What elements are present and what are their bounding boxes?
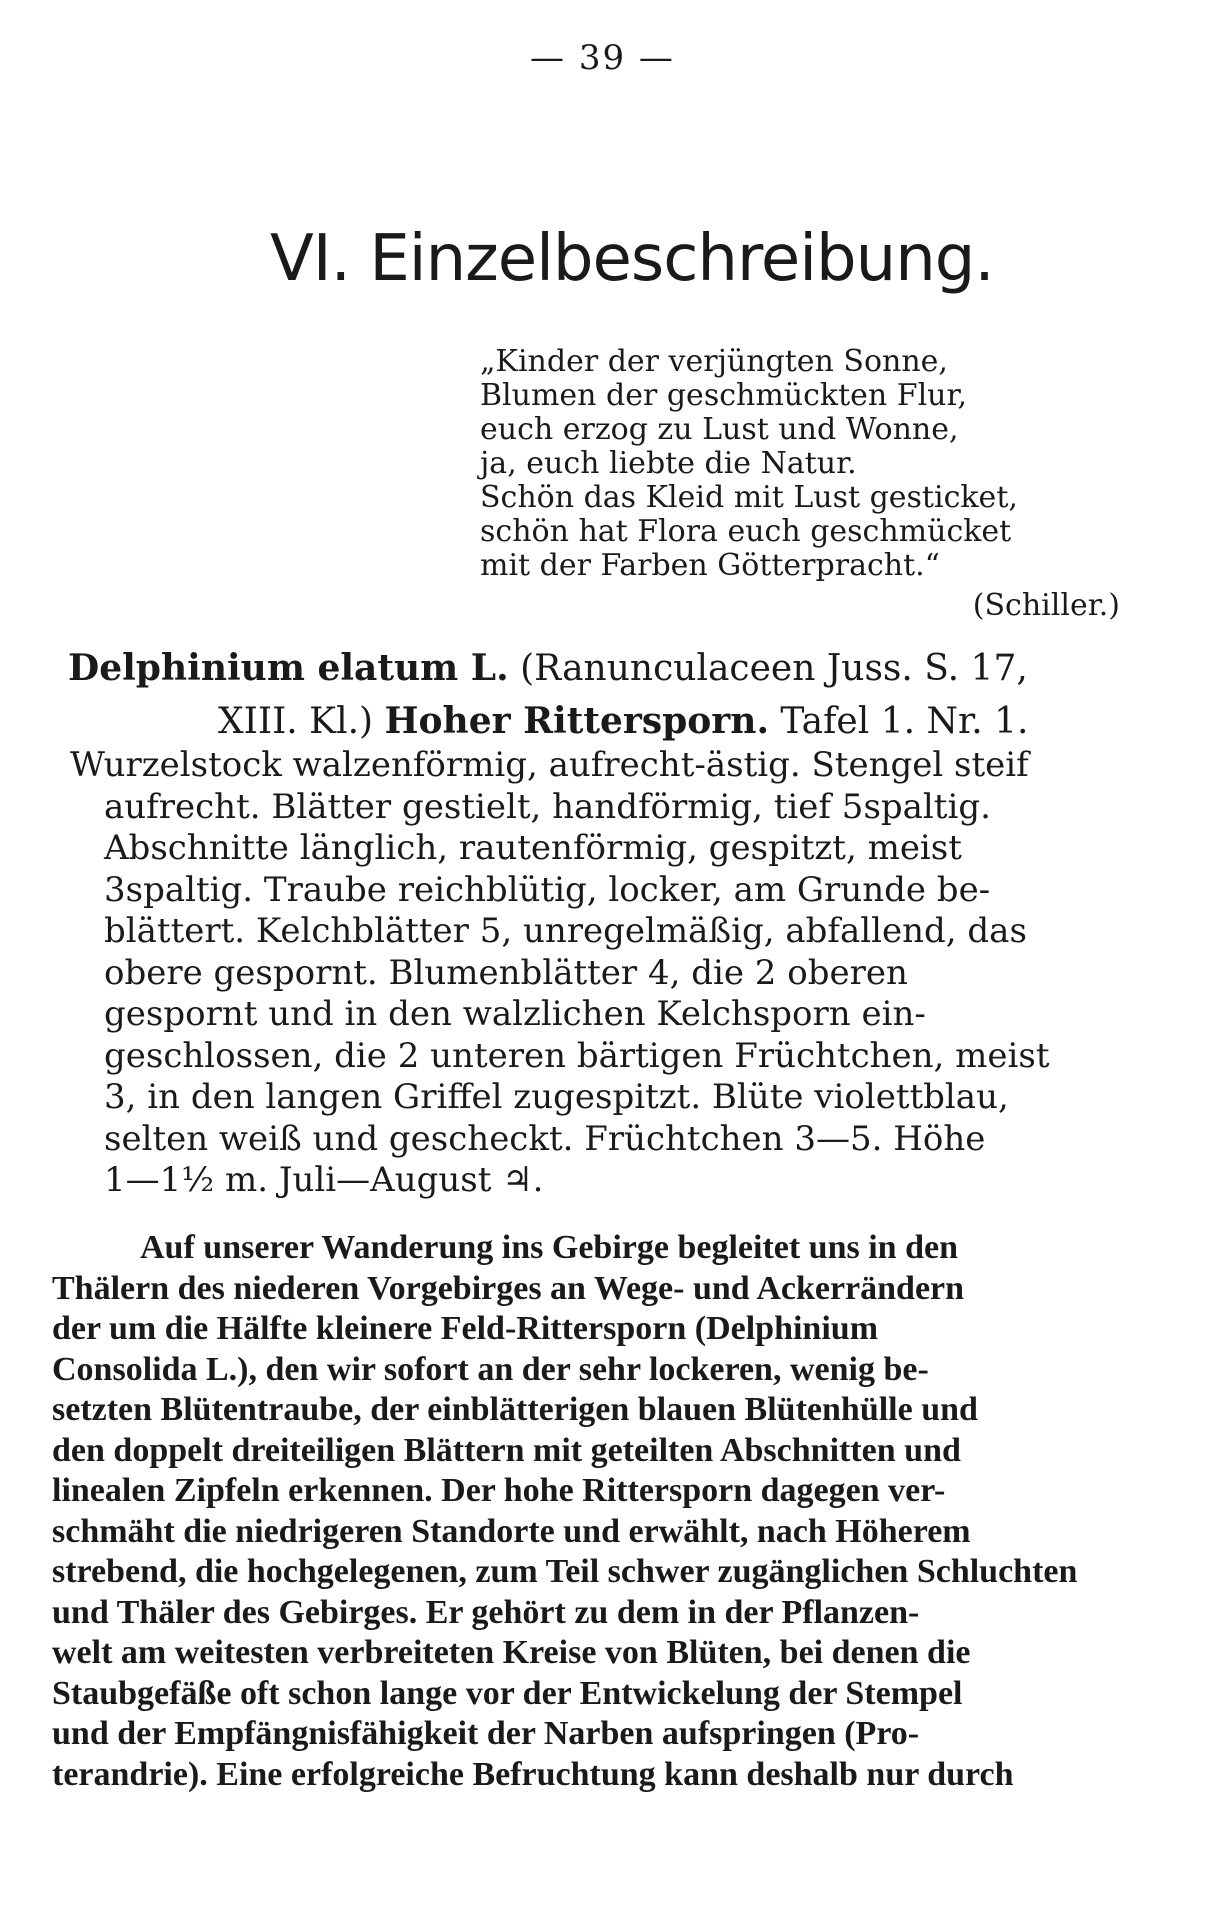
poem-line: „Kinder der verjüngten Sonne, xyxy=(480,344,948,379)
poem-line: Schön das Kleid mit Lust gesticket, xyxy=(480,480,1018,515)
narrative-line: Thälern des niederen Vorgebirges an Wege- und Ackerrändern xyxy=(52,1269,965,1307)
narrative-line: welt am weitesten verbreiteten Kreise von Blüten, bei denen die xyxy=(52,1634,971,1671)
narrative-line: strebend, die hochgelegenen, zum Teil schwer zugänglichen Schluchten xyxy=(52,1553,1078,1590)
narrative-line: schmäht die niedrigeren Standorte und erwählt, nach Höherem xyxy=(52,1512,971,1550)
description-line: obere gespornt. Blumenblätter 4, die 2 oberen xyxy=(104,952,908,993)
common-name: Hoher Rittersporn. xyxy=(384,700,769,742)
page-number: — 39 — xyxy=(530,38,675,78)
description-line: gespornt und in den walzlichen Kelchsporn ein- xyxy=(104,994,926,1034)
poem-line: schön hat Flora euch geschmücket xyxy=(480,514,1012,549)
narrative-line: terandrie). Eine erfolgreiche Befruchtung kann deshalb nur durch xyxy=(52,1755,1014,1793)
epigraph-poem xyxy=(480,345,1120,623)
plate-text: Tafel 1. Nr. 1. xyxy=(768,701,1029,742)
description-line: blättert. Kelchblätter 5, unregelmäßig, abfallend, das xyxy=(104,911,1027,951)
narrative-line: linealen Zipfeln erkennen. Der hohe Rittersporn dagegen ver- xyxy=(52,1472,946,1509)
description-line: 3, in den langen Griffel zugespitzt. Blüte violettblau, xyxy=(104,1077,1009,1117)
species-heading-line xyxy=(68,695,1130,748)
description-line: aufrecht. Blätter gestielt, handförmig, tief 5spaltig. xyxy=(104,786,991,827)
description-line: 3spaltig. Traube reichblütig, locker, am Grunde be- xyxy=(104,869,991,910)
species-heading xyxy=(68,642,1130,748)
poem-line: euch erzog zu Lust und Wonne, xyxy=(480,412,959,447)
chapter-title: VI. Einzelbeschreibung. xyxy=(270,222,994,296)
narrative-line: der um die Hälfte kleinere Feld-Rittersporn (Delphinium xyxy=(52,1310,879,1347)
poem-attribution: (Schiller.) xyxy=(972,588,1120,623)
description-line: Abschnitte länglich, rautenförmig, gespitzt, meist xyxy=(104,828,962,868)
narrative-line: setzten Blütentraube, der einblätterigen blauen Blütenhülle und xyxy=(52,1391,978,1428)
family-text: (Ranunculaceen Juss. S. 17, xyxy=(508,648,1028,689)
narrative-line: Auf unserer Wanderung ins Gebirge begleitet uns in den xyxy=(140,1229,958,1266)
narrative-paragraph xyxy=(52,1228,1132,1795)
poem-line: ja, euch liebte die Natur. xyxy=(480,446,857,481)
narrative-line: und der Empfängnisfähigkeit der Narben aufspringen (Pro- xyxy=(52,1715,920,1752)
narrative-line: den doppelt dreiteiligen Blättern mit geteilten Abschnitten und xyxy=(52,1431,961,1469)
description-line: geschlossen, die 2 unteren bärtigen Früchtchen, meist xyxy=(104,1035,1050,1076)
species-description xyxy=(70,745,1135,1202)
latin-name: Delphinium elatum L. xyxy=(68,647,509,689)
description-line: Wurzelstock walzenförmig, aufrecht-ästig. Stengel steif xyxy=(70,745,1029,785)
species-heading-line xyxy=(68,642,1130,695)
narrative-line: Staubgefäße oft schon lange vor der Entwickelung der Stempel xyxy=(52,1674,963,1712)
description-line: selten weiß und gescheckt. Früchtchen 3—5. Höhe xyxy=(104,1118,986,1159)
narrative-line: und Thäler des Gebirges. Er gehört zu dem in der Pflanzen- xyxy=(52,1593,920,1631)
narrative-line: Consolida L.), den wir sofort an der sehr lockeren, wenig be- xyxy=(52,1350,929,1388)
poem-line: Blumen der geschmückten Flur, xyxy=(480,378,968,413)
description-line: 1—1½ m. Juli—August ♃. xyxy=(104,1160,544,1200)
class-text: XIII. Kl.) xyxy=(218,701,385,742)
poem-line: mit der Farben Götterpracht.“ xyxy=(480,548,941,583)
